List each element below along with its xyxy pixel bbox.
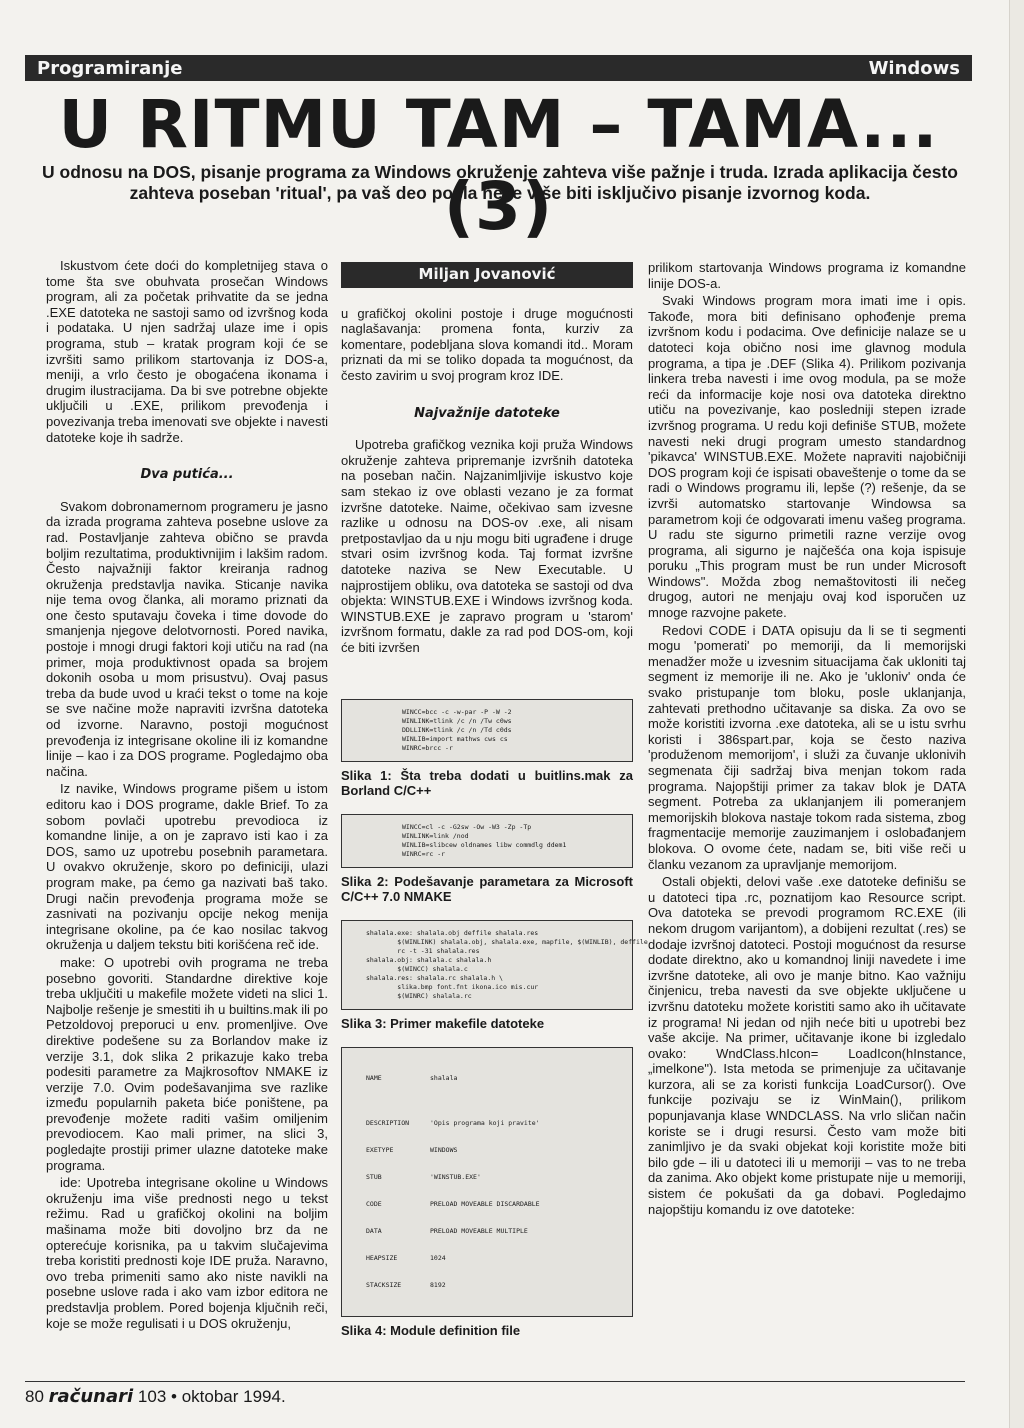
subheading: Dva putića... [140,467,234,483]
column-left [46,258,328,1333]
article-title: U RITMU TAM – TAMA... (3) [58,86,939,245]
paragraph: Upotreba grafičkog veznika koji pruža Windows okruženje zahteva pripremanje izvršnih datoteka na poseban način. Najzanimljivije iskustvo koje sam stekao iz ove oblasti vezano je za format izvršne datoteke. Naime, očekivao sam izvesne razlike u odnosu na DOS-ov .exe, ali nisam pretpostavljao da u nju mogu biti ugrađene i druge stvari osim izvršnog koda. Taj format izvršne datoteke naziva se New Executable. U najprostijem obliku, ova datoteka se sastoji od dva objekta: WINSTUB.EXE i Windows izvršnog koda. WINSTUB.EXE je zapravo program u 'starom' izvršnom formatu, dakle za rad pod DOS-om, koji će biti izvršen [341,437,633,655]
category-label: Windows [868,57,960,79]
figure-caption-2: Slika 2: Podešavanje parametara za Microsoft C/C++ 7.0 NMAKE [341,874,633,905]
article-lead: U odnosu na DOS, pisanje programa za Windows okruženje zahteva više pažnje i truda. Izrada aplikacija često zahteva poseban 'ritual', pa vaš deo posla neće više biti isključivo pisanje izvornog koda. [42,162,958,203]
paragraph: u grafičkoj okolini postoje i druge mogućnosti naglašavanja: promena fonta, kurziv za komentare, podebljana slova komandi itd.. Moram priznati da mi se toliko dopada ta mogućnost, da često zavirim u svoj program kroz IDE. [341,305,633,383]
author-byline: Miljan Jovanović [341,262,633,288]
paragraph: prilikom startovanja Windows programa iz komandne linije DOS-a. [648,260,966,291]
column-right [648,260,966,1219]
issue-number: 103 [137,1387,167,1406]
code-listing-3: shalala.exe: shalala.obj deffile shalala.res $(WINLINK) shalala.obj, shalala.exe, mapfile, $(WINLIB), deffile rc -t -31 shalala.res shalala.obj: shalala.c shalala.h $(WINCC) shalala.c shalala.res: shalala.rc shalala.h \ slika.bmp font.fnt ikona.ico mis.cur $(WINRC) shalala.rc [341,920,633,1010]
code-listing-1: WINCC=bcc -c -w-par -P -W -2 WINLINK=tlink /c /n /Tw c0ws DDLLINK=tlink /c /n /Td c0ds WINLIB=import mathws cws cs WINRC=brcc -r [341,699,633,762]
column-middle [341,258,648,1354]
figure-caption-4: Slika 4: Module definition file [341,1323,521,1339]
paragraph: Ostali objekti, delovi vaše .exe datoteke definišu se u datoteci tipa .rc, poznatijom kao Resource script. Ova datoteka se prevodi programom RC.EXE (ili nekom drugom varijantom), a dobijeni rezultat (.res) se dodaje izvršnoj datoteci. Postoji mogućnost da resurse dodate direktno, ako u komandnoj liniji navedete i ime izvršne datoteke, ali ovo je manje bitno. Kao važniju činjenicu, treba navesti da sve objekte uključene u izvršnu datoteku možete koristiti samo ako ih učitavate iz programa! Ni jedan od njih neće biti u upotrebi bez vaše akcije. Na primer, učitavanje ikone bi izgledalo ovako: WndClass.hIcon= LoadIcon(hInstance, „imelkone"). Ista metoda se primenjuje za učitavanje kurzora, ali se za koristi funkcija LoadCursor(). Ove funkcije pozivaju se iz WinMain(), prilikom popunjavanja klase WNDCLASS. Na vrlo sličan način koriste se i drugi resursi. Često vam može biti zanimljivo je da svaki objekat koji koristite može biti bilo gde – ili u datoteci ili u memoriji – vas to ne treba da zanima. Ako objekt kome pristupate nije u memoriji, sistem će pokušati da ga dobavi. Pogledajmo najopštiju komandu iz ove datoteke: [648,874,966,1217]
figure-caption-3: Slika 3: Primer makefile datoteke [341,1016,545,1032]
figure-caption-1: Slika 1: Šta treba dodati u buitlins.mak za Borland C/C++ [341,768,633,799]
code-listing-4: NAME shalala DESCRIPTION 'Opis programa koji pravite' EXETYPE WINDOWS STUB 'WINSTUB.EXE' CODE PRELOAD MOVEABLE DISCARDABLE DATA PRELOAD MOVEABLE MULTIPLE HEAPSIZE 1024 STACKSIZE 8192 [341,1047,633,1317]
adjacent-page-edge [1009,0,1024,1428]
page-number: 80 [25,1387,44,1406]
subheading: Najvažnije datoteke [414,405,560,421]
paragraph: ide: Upotreba integrisane okoline u Windows okruženju ima više prednosti nego u tekst režimu. Rad u grafičkoj okolini na boljim mašinama može biti dovoljno brz da ne opterećuje korisnika, pa u takvim slučajevima treba koristiti prednosti koje IDE pruža. Naravno, ovo treba primeniti samo ako niste navikli na posebne uslove rada i ako vam izbor editora ne predstavlja problem. Pored bojenja ključnih reči, koje se može regulisati i u DOS okruženju, [46,1175,328,1331]
paragraph: Svaki Windows program mora imati ime i opis. Takođe, mora biti definisano ophođenje prema izvršnom kodu i podacima. Ove definicije nalaze se u datoteci koja obično nosi ime glavnog modula programa, a tipa je .DEF (Slika 4). Prilikom pozivanja linkera treba navesti i ime ovog modula, pa se može reći da informacije koje nosi ova datoteka direktno utiču na povezivanje, kao posledniji stepen izrade izvršnog programa. U redu koji definiše STUB, možete navesti neki drugi program umesto standardnog 'pikavca' WINSTUB.EXE. Možete napraviti najobičniji DOS program koji će ispisati obaveštenje o tome da se radi o Windows programu ili, lepše (?) rešenje, da se izvrši automatsko startovanje Windowsa sa parametrom koji će odgovarati imenu vašeg programa. U radu ste sigurno primetili razne verzije ovog programa, ali sigurno je najčešća ona koja ispisuje poruku „This program must be run under Microsoft Windows". Možda zbog nemaštovitosti ili nečeg drugog, autori ne menjaju ovaj kod isporučen uz mnoge razvojne pakete. [648,293,966,621]
bullet-separator: • [171,1387,177,1406]
section-header-bar [25,55,972,81]
paragraph: Iz navike, Windows programe pišem u istom editoru kao i DOS programe, dakle Brief. To za sobom povlači upotrebu prevodioca iz komandne linije, a on je zapravo isti kao i za DOS, samo uz upotrebu posebnih parametara. U ovakvo okruženje, skoro po definiciji, ulazi program make, pa ćemo ga nazivati baš tako. Drugi način prevođenja programa može se zasnivati na pozivanju opcije nekog menija integrisane okoline, pa će kao nosilac takvog okruženja u daljem tekstu biti korišćena reč ide. [46,781,328,953]
paragraph: Redovi CODE i DATA opisuju da li se ti segmenti mogu 'pomerati' po memoriji, da li memorijski menadžer može u izvesnim situacijama čak ukloniti taj segment iz memorije ili ne. Ako je 'ukloniv' onda će svako pristupanje tom bloku, posle uklanjanja, zahtevati prethodno učitavanje sa diska. Za ovo se može koristiti izvorna .exe datoteka, ali se u istu svrhu koristi i 386spart.par, koja se često naziva 'produženom memorijom', i služi za čuvanje uklonivih segmenata čiji sadržaj biva menjan tokom rada programa. Najopštiji primer za takav blok je DATA segment. Potreba za uklanjanjem ili pomeranjem memorijskih blokova nastaje tokom rada sistema, zbog fragmentacije memorije zauzimanjem i oslobađanjem blokova. O ovome ćete, nadam se, biti više reči u članku vezanom za upravljanje memorijom. [648,622,966,872]
issue-date: oktobar 1994. [181,1387,286,1406]
paragraph: Svakom dobronamernom programeru je jasno da izrada programa zahteva posebne uslove za rad. Postavljanje zahteva obično se pravda boljim rezultatima, produktivnijim i lakšim radom. Često najvažniji faktor kreiranja radnog okruženja predstavlja navika. Sticanje navika nije tema ovog članka, ali moramo priznati da one često sputavaju čoveka i time dovode do smanjenja njegove delotvornosti. Pored navika, postoje i mnogi drugi faktori koji utiču na rad (na primer, moja produktivnost opada sa brojem dokonih osoba u mom prisustvu). Ovaj pasus treba da bude uvod u kraći tekst o tome na koje se sve načine može napraviti izvršna datoteka od izvorne. Naravno, postoji mogućnost prevođenja iz integrisane okoline ili iz komandne linije – kao i za DOS programe. Pogledajmo oba načina. [46,498,328,779]
page-footer [25,1381,965,1407]
paragraph: Iskustvom ćete doći do kompletnijeg stava o tome šta sve obuhvata prosečan Windows program, ali za početak prihvatite da se jedna .EXE datoteka ne sastoji samo od izvršnog koda i podataka. U njen sadržaj ulaze ime i opis programa, stub – kratak program koji će se izvršiti samo prilikom startovanja iz DOS-a, meniji, a vrlo često je obogaćena ikonama i drugim ilustracijama. Da bi sve potrebne objekte uključili u .EXE, prilikom prevođenja i povezivanja treba imenovati sve objekte i navesti datoteke koje ih sadrže. [46,258,328,445]
magazine-logo: računari [48,1386,134,1407]
paragraph: make: O upotrebi ovih programa ne treba posebno govoriti. Standardne direktive koje treba uključiti u makefile možete videti na slici 1. Najbolje rešenje je smestiti ih u builtins.mak ili po Petzoldovoj preporuci u env. promenljive. Ove direktive podešene su za Borlandov make iz verzije 3.1, dok slika 2 prikazuje kako treba podesiti parametre za Majkrosoftov NMAKE iz verzije 7.0. Ovim podešavanjima sve razlike između popularnih paketa biće poništene, pa prevođenje možete raditi vašim omiljenim prevodiocem. Kao mali primer, na slici 3, pogledajte prostiji primer ulazne datoteke make programa. [46,954,328,1173]
section-label: Programiranje [37,57,183,79]
code-listing-2: WINCC=cl -c -G2sw -Ow -W3 -Zp -Tp WINLINK=link /nod WINLIB=slibcew oldnames libw commdlg ddem1 WINRC=rc -r [341,814,633,868]
